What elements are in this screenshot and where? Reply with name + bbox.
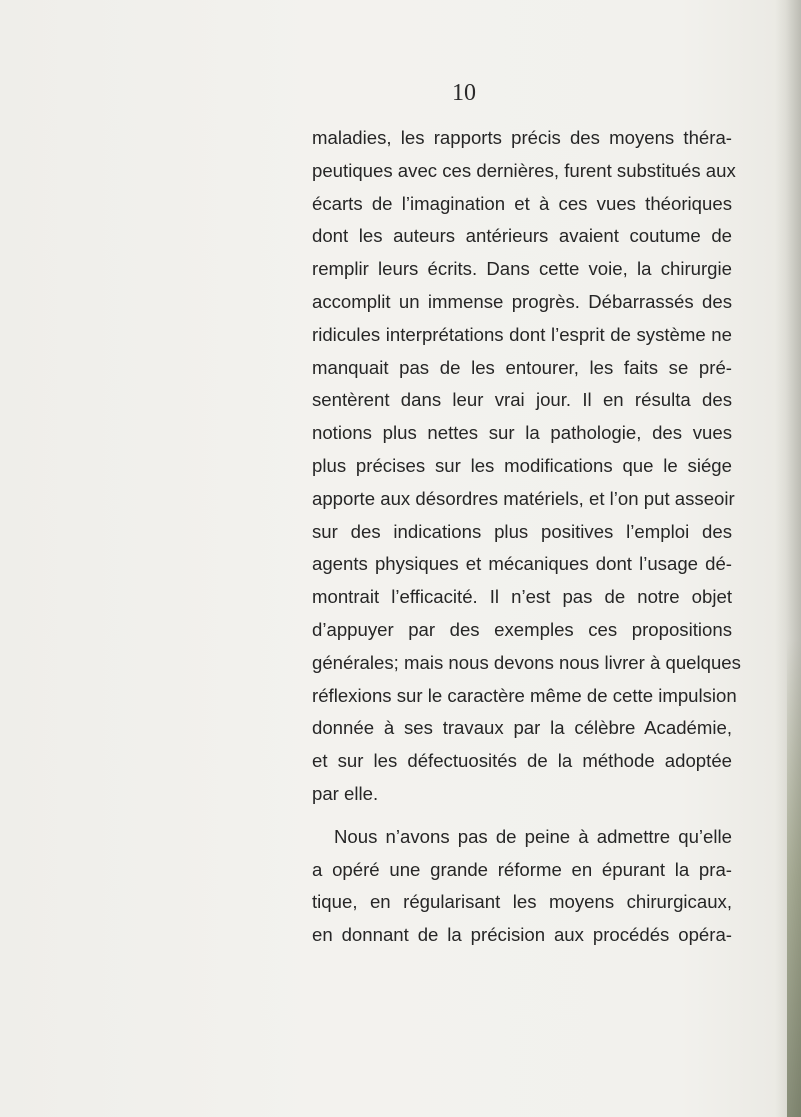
text-line: d’appuyer par des exemples ces propositions — [312, 618, 732, 640]
page-edge-stain — [787, 640, 801, 1117]
text-line: par elle. — [312, 782, 379, 804]
body-text — [312, 122, 741, 952]
text-line: plus précises sur les modifications que le siége — [312, 454, 732, 476]
text-line: dont les auteurs antérieurs avaient coutume de — [312, 225, 732, 247]
text-line: générales; mais nous devons nous livrer à quelques — [312, 651, 741, 673]
paragraph-1 — [312, 122, 741, 811]
text-line: en donnant de la précision aux procédés opéra- — [312, 924, 732, 946]
text-line: notions plus nettes sur la pathologie, des vues — [312, 422, 732, 444]
text-line: donnée à ses travaux par la célèbre Académie, — [312, 717, 732, 739]
text-line: et sur les défectuosités de la méthode adoptée — [312, 750, 732, 772]
text-line: a opéré une grande réforme en épurant la pra- — [312, 858, 732, 880]
text-line: montrait l’efficacité. Il n’est pas de notre objet — [312, 586, 732, 608]
text-line: apporte aux désordres matériels, et l’on put asseoir — [312, 487, 735, 509]
text-line: réflexions sur le caractère même de cette impulsion — [312, 684, 737, 706]
text-line: écarts de l’imagination et à ces vues théoriques — [312, 192, 732, 214]
text-line: ridicules interprétations dont l’esprit de système ne — [312, 323, 732, 345]
text-line: accomplit un immense progrès. Débarrassés des — [312, 290, 732, 312]
text-line: remplir leurs écrits. Dans cette voie, la chirurgie — [312, 258, 732, 280]
text-line: peutiques avec ces dernières, furent substitués aux — [312, 159, 736, 181]
paragraph-2 — [312, 821, 732, 952]
text-line: agents physiques et mécaniques dont l’usage dé- — [312, 553, 732, 575]
text-line: tique, en régularisant les moyens chirurgicaux, — [312, 891, 732, 913]
page-number: 10 — [452, 80, 476, 106]
text-line: maladies, les rapports précis des moyens théra- — [312, 127, 732, 148]
text-line: manquait pas de les entourer, les faits se pré- — [312, 356, 732, 378]
text-line: sur des indications plus positives l’emploi des — [312, 520, 732, 542]
text-line: Nous n’avons pas de peine à admettre qu’elle — [334, 825, 732, 847]
text-line: sentèrent dans leur vrai jour. Il en résulta des — [312, 389, 732, 411]
